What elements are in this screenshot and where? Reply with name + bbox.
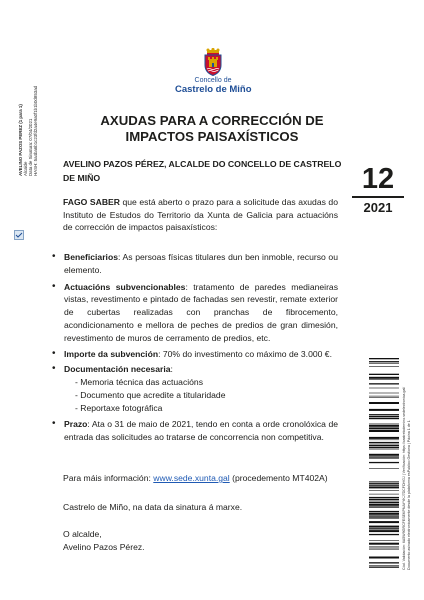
- intro-text: que está aberto o prazo para a solicitude das axudas do Instituto de Estudos do Territorio da Xunta de Galicia para actuacións de corrección de impactos paisaxísticos:: [63, 197, 338, 233]
- intro-paragraph: [63, 196, 338, 234]
- barcode-bar: [369, 442, 399, 443]
- info-suffix: (procedemento MT402A): [229, 473, 328, 483]
- barcode-bar: [369, 562, 399, 563]
- barcode-bar: [369, 481, 399, 482]
- barcode-bar: [369, 468, 399, 469]
- stamp-seal-icon: [14, 230, 24, 240]
- barcode-bar: [369, 567, 399, 568]
- stamp-line-3: Data de Sinatura: 07/04/2021: [28, 118, 33, 176]
- barcode-bar: [369, 504, 399, 506]
- barcode-bar: [369, 396, 399, 397]
- barcode-bar: [369, 416, 399, 417]
- barcode-bar: [369, 557, 399, 559]
- prazo-label: Prazo: [64, 419, 88, 430]
- signature-name: Avelino Pazos Pérez.: [63, 542, 145, 552]
- barcode-bar: [369, 506, 399, 507]
- sublist-item: - Reportaxe fotográfica: [75, 403, 163, 414]
- barcode-bar: [369, 449, 399, 450]
- barcode-bar: [369, 358, 399, 359]
- barcode-text: [402, 387, 411, 570]
- barcode-bar: [369, 565, 399, 566]
- barcode-bar: [369, 515, 399, 516]
- document-title: [92, 113, 332, 144]
- documentacion-label: Documentación necesaria: [64, 364, 171, 375]
- barcode-bar: [369, 511, 399, 512]
- barcode-bar: [369, 430, 399, 432]
- barcode-line-1: Cód. Validación: 6A5W9GRCFESEKPNAYYKJ7DCFDHGJ | Verificación: https://castrelodemino.sedelectronica.gal/: [402, 386, 406, 570]
- stamp-line-4: HASH: 5a4ba6b1c23fd2a4e9a0f1b1b0d853ad: [33, 85, 38, 176]
- barcode-bar: [369, 540, 399, 541]
- barcode-bar: [369, 494, 399, 495]
- barcode-bar: [369, 424, 399, 425]
- title-line-1: AXUDAS PARA A CORRECCIÓN DE: [100, 113, 324, 128]
- sede-link[interactable]: www.sede.xunta.gal: [153, 473, 230, 483]
- number-value: 12: [361, 163, 395, 195]
- barcode-bar: [369, 444, 399, 445]
- barcode-bar: [369, 388, 399, 389]
- barcode-bar: [369, 397, 399, 398]
- barcode-bar: [369, 528, 399, 529]
- barcode-bar: [369, 393, 399, 394]
- barcode-bar: [369, 534, 399, 535]
- barcode-bar: [369, 427, 399, 429]
- actuacions-label: Actuacións subvencionables: [64, 281, 186, 292]
- list-item-actuacions: [52, 281, 338, 345]
- actuacions-text: : tratamento de paredes medianeiras vistas, revestimento e pintado de fachadas sen revestir, remate exterior de cubertas realizadas con pranchas de fibrocemento, acondicionamento e mellora de peches de predios de gran dimesión, revestimento de muros de cerramento de predios, etc.: [64, 281, 339, 343]
- beneficiarios-label: Beneficiarios: [64, 252, 118, 262]
- barcode-bar: [369, 379, 399, 380]
- barcode-bar: [369, 456, 399, 457]
- barcode-bar: [369, 374, 399, 375]
- more-info: [63, 472, 338, 485]
- barcode-bar: [369, 454, 399, 456]
- stamp-line-1: AVELINO PAZOS PEREZ (1 para 1): [18, 104, 23, 176]
- sublist-item: - Documento que acredite a titularidade: [75, 390, 226, 401]
- mayor-heading: AVELINO PAZOS PÉREZ, ALCALDE DO CONCELLO DE CASTRELO DE MIÑO: [63, 159, 342, 183]
- barcode-bar: [369, 462, 399, 463]
- barcode-bar: [369, 526, 399, 528]
- barcode-bar: [369, 547, 399, 548]
- barcode-bar: [369, 447, 399, 448]
- sublist-item: - Memoria técnica das actuacións: [75, 377, 204, 388]
- stamp-text: [18, 86, 38, 176]
- barcode-bar: [369, 425, 399, 427]
- barcode-bar: [369, 409, 399, 411]
- announcement-number: [350, 163, 406, 215]
- barcode-bar: [369, 383, 399, 384]
- list-item-prazo: [52, 418, 338, 444]
- barcode-bar: [369, 418, 399, 419]
- barcode-bar: [369, 366, 399, 367]
- barcode-bar: [369, 513, 399, 515]
- stamp-line-2: Alcalde: [23, 161, 28, 176]
- municipal-logo: [175, 48, 252, 95]
- beneficiarios-text: : As persoas físicas titulares dun ben inmoble, recurso ou elemento.: [64, 252, 338, 275]
- list-item-importe: [52, 348, 338, 361]
- barcode-bar: [369, 437, 399, 439]
- list-item-beneficiarios: [52, 251, 338, 277]
- barcode-bar: [369, 483, 399, 484]
- barcode-bar: [369, 363, 399, 364]
- logo-line-2: Castrelo de Miño: [175, 84, 252, 95]
- barcode-bar: [369, 490, 399, 491]
- aid-details-list: [52, 251, 338, 447]
- signature-role: O alcalde,: [63, 529, 102, 539]
- barcode-bar: [369, 486, 399, 488]
- barcode-line-2: Documento asinado electronicamente desde la plataforma esPublico Gestiona | Páxina 1 de 1: [406, 420, 411, 570]
- number-year: 2021: [363, 199, 393, 215]
- info-prefix: Para máis información:: [63, 473, 154, 483]
- barcode-bar: [369, 549, 399, 550]
- barcode-bar: [369, 548, 399, 549]
- barcode-bar: [369, 402, 399, 404]
- barcode-bar: [369, 543, 399, 545]
- prazo-text: : Ata o 31 de maio de 2021, tendo en conta a orde cronolóxica de entrada das solicitudes ao tratarse de concorrencia non competitiva.: [64, 419, 338, 442]
- documentacion-text: :: [170, 364, 173, 375]
- barcode-bar: [369, 414, 399, 415]
- documentacion-sublist: [64, 376, 338, 415]
- barcode-bar: [369, 521, 399, 523]
- barcode-bar: [369, 530, 399, 532]
- barcode-bar: [369, 501, 399, 502]
- barcode-bar: [369, 485, 399, 486]
- list-item-documentacion: [52, 363, 338, 415]
- importe-text: : 70% do investimento co máximo de 3.000 €.: [158, 348, 332, 359]
- coat-of-arms-icon: [202, 48, 224, 76]
- validation-barcode: [369, 358, 399, 568]
- importe-label: Importe da subvención: [64, 348, 159, 359]
- logo-line-1: Concello de: [194, 77, 232, 84]
- barcode-bar: [369, 377, 399, 379]
- barcode-bar: [369, 517, 399, 518]
- barcode-bar: [369, 458, 399, 459]
- barcode-bar: [369, 497, 399, 498]
- barcode-bar: [369, 361, 399, 362]
- place-date: Castrelo de Miño, na data da sinatura á marxe.: [63, 502, 243, 512]
- barcode-bar: [369, 445, 399, 446]
- intro-lead: FAGO SABER: [63, 197, 120, 207]
- barcode-bar: [369, 440, 399, 441]
- barcode-bar: [369, 499, 399, 500]
- title-line-2: IMPACTOS PAISAXÍSTICOS: [125, 128, 299, 144]
- number-divider: [352, 196, 404, 198]
- barcode-bar: [369, 502, 399, 503]
